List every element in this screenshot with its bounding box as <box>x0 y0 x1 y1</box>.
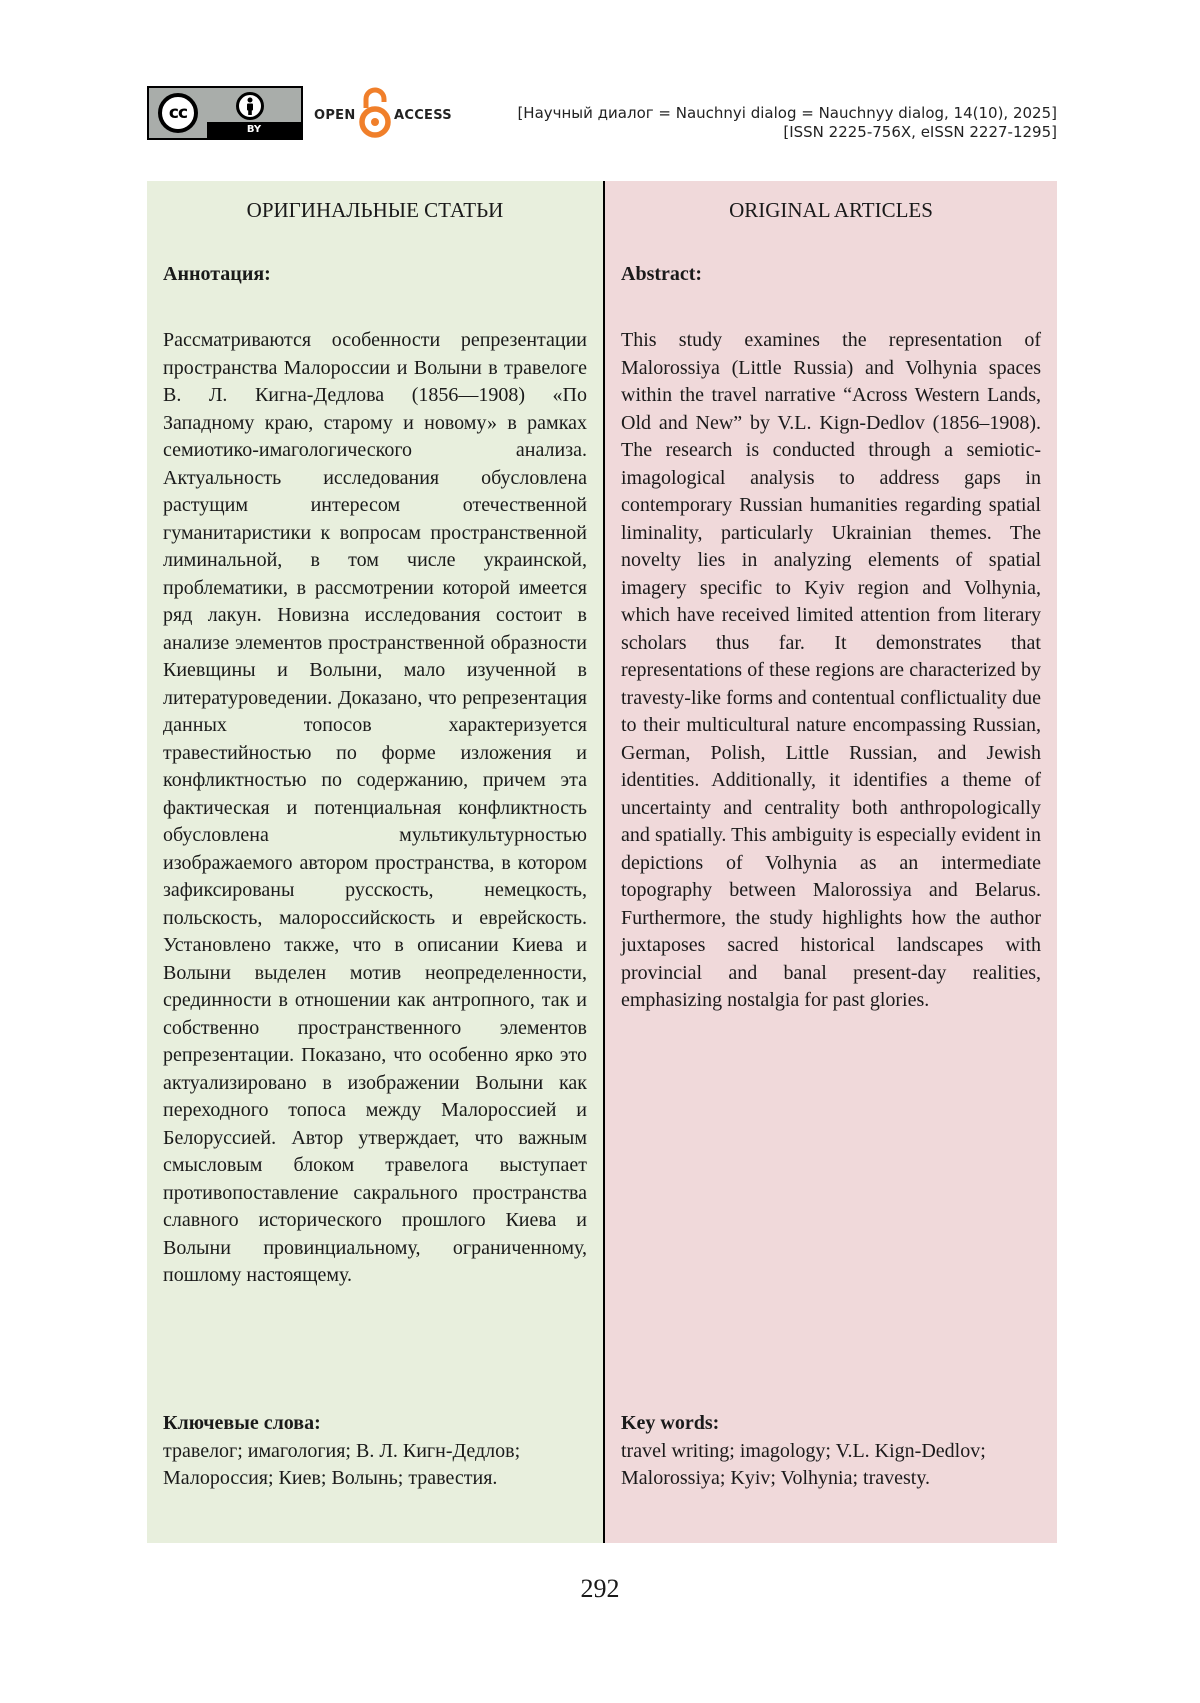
section-title-ru: ОРИГИНАЛЬНЫЕ СТАТЬИ <box>246 198 504 222</box>
keywords-label-ru: Ключевые слова: <box>163 1412 321 1434</box>
open-access-lock-icon <box>358 86 392 140</box>
keywords-block-en <box>621 1410 1041 1493</box>
abstract-label-ru: Аннотация: <box>163 263 271 285</box>
license-by-label: BY <box>207 122 301 138</box>
abstract-label-en: Abstract: <box>621 263 703 285</box>
cc-by-license-badge[interactable] <box>147 86 303 140</box>
open-access-logo[interactable] <box>314 86 464 142</box>
russian-column <box>147 181 603 1543</box>
page-header <box>147 86 1057 142</box>
abstract-text-en: This study examines the representation of Malorossiya (Little Russia) and Volhynia spaces within the travel narrative “Across Western Lands, Old and New” by V.L. Kign-Dedlov (1856–1908). The research is conducted through a semiotic-imagological analysis to address gaps in contemporary Russian humanities regarding spatial liminality, particularly Ukrainian themes. The novelty lies in analyzing elements of spatial imagery specific to Kyiv region and Volhynia, which have received limited attention from literary scholars thus far. It demonstrates that representations of these regions are characterized by travesty-like forms and contentual conflictuality due to their multicultural nature encompassing Russian, German, Polish, Little Russian, and Jewish identities. Additionally, it identifies a theme of uncertainty and centrality both anthropologically and spatially. This ambiguity is especially evident in depictions of Volhynia as an intermediate topography between Malorossiya and Belarus. Furthermore, the study highlights how the author juxtaposes sacred historical landscapes with provincial and banal present-day realities, emphasizing nostalgia for past glories. <box>621 329 1041 1011</box>
english-column <box>605 181 1057 1543</box>
open-access-access-text: ACCESS <box>394 108 452 123</box>
keywords-label-en: Key words: <box>621 1412 720 1434</box>
abstract-columns <box>147 181 1057 1543</box>
journal-citation <box>517 104 1057 142</box>
page-number: 292 <box>580 1574 620 1603</box>
journal-issn-line: [ISSN 2225-756X, eISSN 2227-1295] <box>783 123 1057 141</box>
section-title-en: ORIGINAL ARTICLES <box>729 198 933 222</box>
keywords-text-ru: травелог; имагология; В. Л. Кигн-Дедлов; Малороссия; Киев; Волынь; травестия. <box>163 1439 521 1489</box>
keywords-block-ru <box>163 1410 587 1493</box>
abstract-text-ru: Рассматриваются особенности репрезентации пространства Малороссии и Волыни в травелоге В. Л. Кигна-Дедлова (1856—1908) «По Западному краю, старому и новому» в рамках семиотико-имагологического анализа. Актуальность исследования обусловлена растущим интересом отечественной гуманитаристики к вопросам пространственной лиминальной, в том числе украинской, проблематики, в рассмотрении которой имеется ряд лакун. Новизна исследования состоит в анализе элементов пространственной образности Киевщины и Волыни, мало изученной в литературоведении. Доказано, что репрезентация данных топосов характеризуется травестийностью по форме изложения и конфликтностью по содержанию, причем эта фактическая и потенциальная конфликтность обусловлена мультикультурностью изображаемого автором пространства, в котором зафиксированы русскость, немецкость, польскость, малороссийскость и еврейскость. Установлено также, что в описании Киева и Волыни выделен мотив неопределенности, срединности в отношении как антропного, так и собственно пространственного элементов репрезентации. Показано, что особенно ярко это актуализировано в изображении Волыни как переходного топоса между Малороссией и Белоруссией. Автор утверждает, что важным смысловым блоком травелога выступает противопоставление сакрального пространства славного исторического прошлого Киева и Волыни провинциальному, ограниченному, пошлому настоящему. <box>163 329 587 1286</box>
keywords-text-en: travel writing; imagology; V.L. Kign-Dedlov; Malorossiya; Kyiv; Volhynia; travesty. <box>621 1439 986 1489</box>
attribution-person-icon <box>236 92 264 120</box>
creative-commons-icon: cc <box>158 93 198 133</box>
open-access-open-text: OPEN <box>314 108 356 123</box>
journal-title-line: [Научный диалог = Nauchnyi dialog = Nauchnyy dialog, 14(10), 2025] <box>517 104 1057 122</box>
